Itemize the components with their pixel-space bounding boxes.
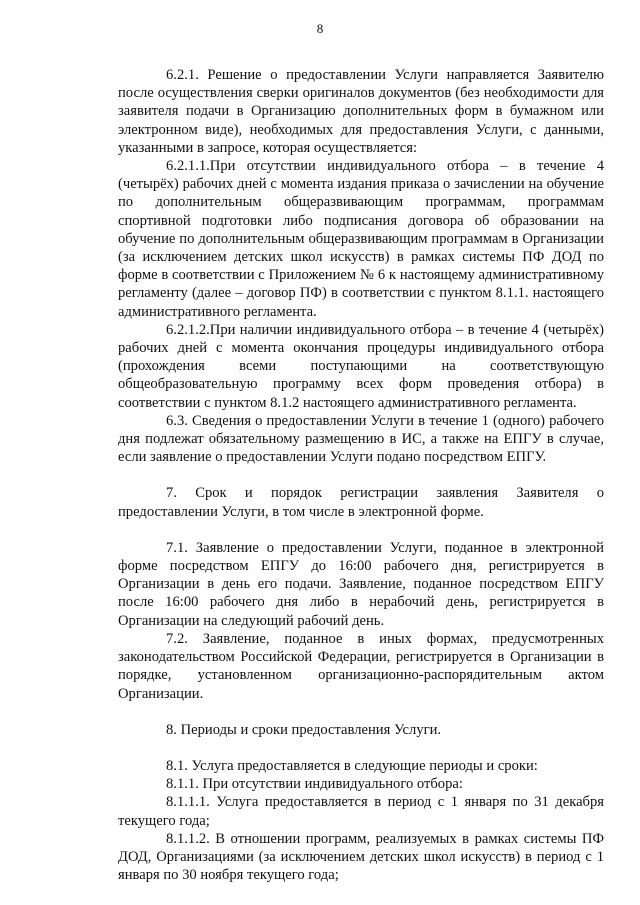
paragraph-6-2-1-2: 6.2.1.2.При наличии индивидуального отбора – в течение 4 (четырёх) рабочих дней с момента окончания процедуры индивидуального отбора (прохождения всеми поступающими на соответствующую общеобразовательную программу всех форм проведения отбора) в соответствии с пунктом 8.1.2 настоящего административного регламента. bbox=[118, 321, 604, 411]
section-8-heading: 8. Периоды и сроки предоставления Услуги. bbox=[166, 721, 442, 738]
paragraph-7-1: 7.1. Заявление о предоставлении Услуги, поданное в электронной форме посредством ЕПГУ до 16:00 рабочего дня, регистрируется в Организации в день его подачи. Заявление, поданное посредством ЕПГУ после 16:00 рабочего дня либо в нерабочий день, регистрируется в Организации на следующий рабочий день. bbox=[118, 539, 604, 629]
document-body bbox=[118, 66, 604, 884]
paragraph-8-1-1: 8.1.1. При отсутствии индивидуального отбора: bbox=[166, 776, 463, 793]
paragraph-7-2: 7.2. Заявление, поданное в иных формах, предусмотренных законодательством Российской Федерации, регистрируется в Организации в порядке, установленном организационно-распорядительным актом Организации. bbox=[118, 630, 604, 702]
paragraph-6-2-1: 6.2.1. Решение о предоставлении Услуги направляется Заявителю после осуществления сверки оригиналов документов (без необходимости для заявителя подачи в Организацию дополнительных форм в бумажном или электронном виде), необходимых для предоставления Услуги, с данными, указанными в запросе, которая осуществляется: bbox=[118, 67, 604, 156]
paragraph-6-3: 6.3. Сведения о предоставлении Услуги в течение 1 (одного) рабочего дня подлежат обязательному размещению в ИС, а также на ЕПГУ в случае, если заявление о предоставлении Услуги подано посредством ЕПГУ. bbox=[118, 412, 604, 466]
paragraph-8-1: 8.1. Услуга предоставляется в следующие периоды и сроки: bbox=[166, 757, 538, 774]
section-7-heading: 7. Срок и порядок регистрации заявления Заявителя о предоставлении Услуги, в том числе в электронной форме. bbox=[118, 485, 604, 520]
paragraph-8-1-1-2: 8.1.1.2. В отношении программ, реализуемых в рамках системы ПФ ДОД, Организациями (за исключением детских школ искусств) в период с 1 января по 30 ноября текущего года; bbox=[118, 830, 604, 884]
paragraph-8-1-1-1: 8.1.1.1. Услуга предоставляется в период с 1 января по 31 декабря текущего года; bbox=[118, 794, 604, 829]
page-number: 8 bbox=[316, 21, 324, 36]
paragraph-6-2-1-1: 6.2.1.1.При отсутствии индивидуального отбора – в течение 4 (четырёх) рабочих дней с момента издания приказа о зачислении на обучение по дополнительным общеразвивающим программам, программам спортивной подготовки либо подписания договора об образовании на обучение по дополнительным общеразвивающим программам в Организации (за исключением детских школ искусств) в рамках системы ПФ ДОД по форме в соответствии с Приложением № 6 к настоящему административному регламенту (далее – договор ПФ) в соответствии с пунктом 8.1.1. настоящего административного регламента. bbox=[118, 158, 604, 320]
